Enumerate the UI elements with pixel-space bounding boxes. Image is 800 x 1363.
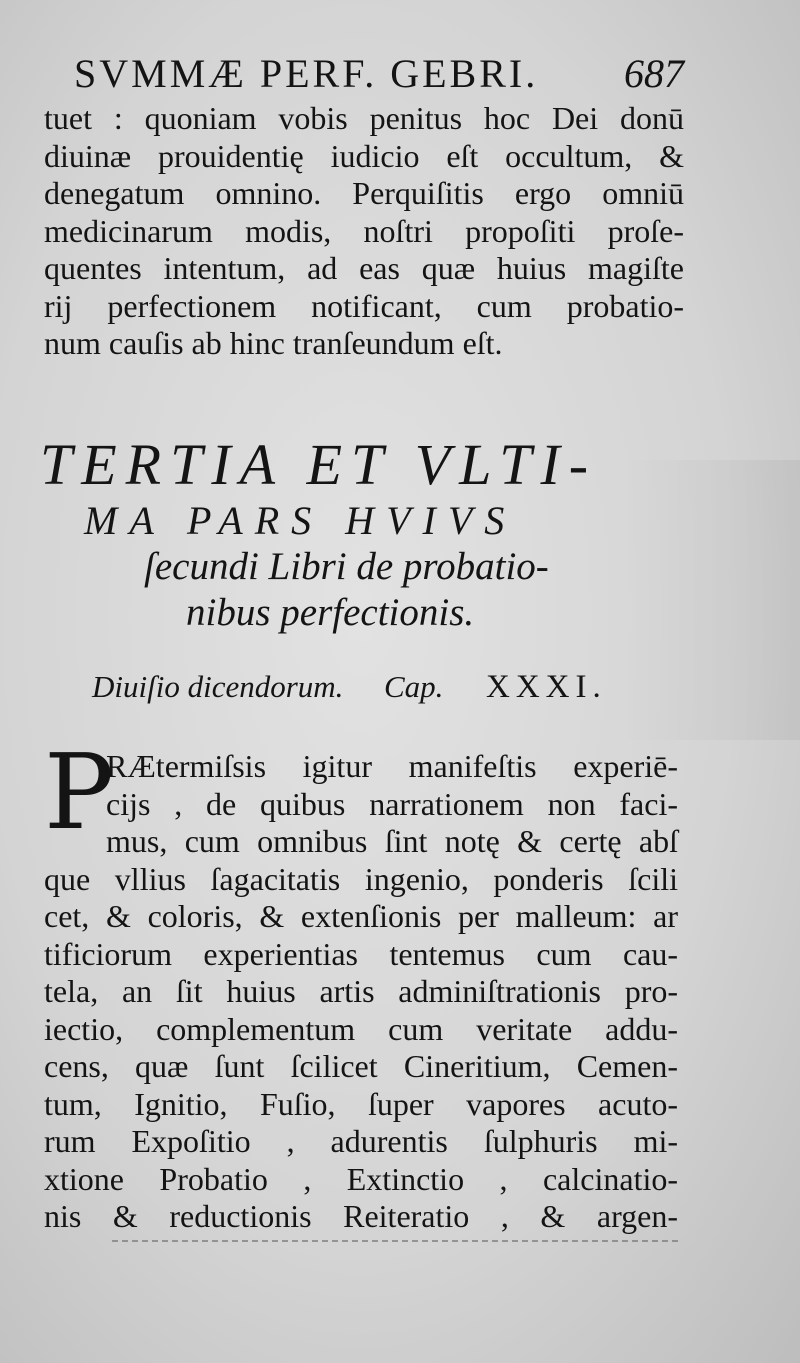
text-line: rum Expoſitio , adurentis ſulphuris mi-	[44, 1123, 678, 1159]
text-line: que vllius ſagacitatis ingenio, ponderis ſcili	[44, 860, 678, 897]
text-line: tificiorum experientias tentemus cum cau-	[44, 935, 678, 972]
text-line: mus, cum omnibus ſint notę & certę abſ	[106, 823, 678, 859]
chapter-number: XXXI.	[486, 669, 607, 705]
text-line: cet, & coloris, & extenſionis per malleum: ar	[44, 898, 678, 934]
title-line-1: TERTIA ET VLTI-	[40, 432, 598, 497]
text-line: cijs , de quibus narrationem non faci-	[106, 785, 678, 822]
page-header	[74, 46, 684, 102]
drop-cap: P	[44, 731, 114, 853]
text-line: diuinæ prouidentię iudicio eſt occultum, &	[44, 137, 684, 174]
section-title	[36, 432, 676, 636]
text-line: xtione Probatio , Extinctio , calcinatio-	[44, 1160, 678, 1197]
chapter-label: Cap.	[384, 669, 444, 704]
page-number: 687	[624, 51, 684, 96]
text-line: iectio, complementum cum veritate addu-	[44, 1010, 678, 1047]
text-line: rij perfectionem notificant, cum probatio-	[44, 287, 684, 324]
faint-footer-rule	[112, 1240, 678, 1244]
text-line: nis & reductionis Reiteratio , & argen-	[44, 1198, 678, 1234]
text-line: RÆtermiſsis igitur manifeſtis experiē-	[106, 748, 678, 784]
title-line-3: ſecundi Libri de probatio-	[144, 545, 549, 588]
title-line-2: MA PARS HVIVS	[84, 498, 517, 543]
running-head: SVMMÆ PERF. GEBRI.	[74, 51, 539, 96]
text-line: tuet : quoniam vobis penitus hoc Dei donū	[44, 100, 684, 136]
title-line-4: nibus perfectionis.	[186, 591, 475, 634]
text-line: tum, Ignitio, Fuſio, ſuper vapores acuto-	[44, 1085, 678, 1122]
chapter-subject: Diuiſio dicendorum.	[92, 669, 344, 704]
text-line: num cauſis ab hinc tranſeundum eſt.	[44, 325, 503, 361]
text-line: quentes intentum, ad eas quæ huius magiſte	[44, 250, 684, 286]
paragraph-main	[44, 748, 678, 1236]
text-line: tela, an ſit huius artis adminiſtrationis pro-	[44, 973, 678, 1009]
chapter-heading	[92, 664, 632, 710]
text-line: denegatum omnino. Perquiſitis ergo omniū	[44, 175, 684, 211]
text-line: medicinarum modis, noſtri propoſiti proſe-	[44, 212, 684, 249]
paragraph-continued	[44, 100, 684, 363]
text-line: cens, quæ ſunt ſcilicet Cineritium, Cemen-	[44, 1048, 678, 1084]
